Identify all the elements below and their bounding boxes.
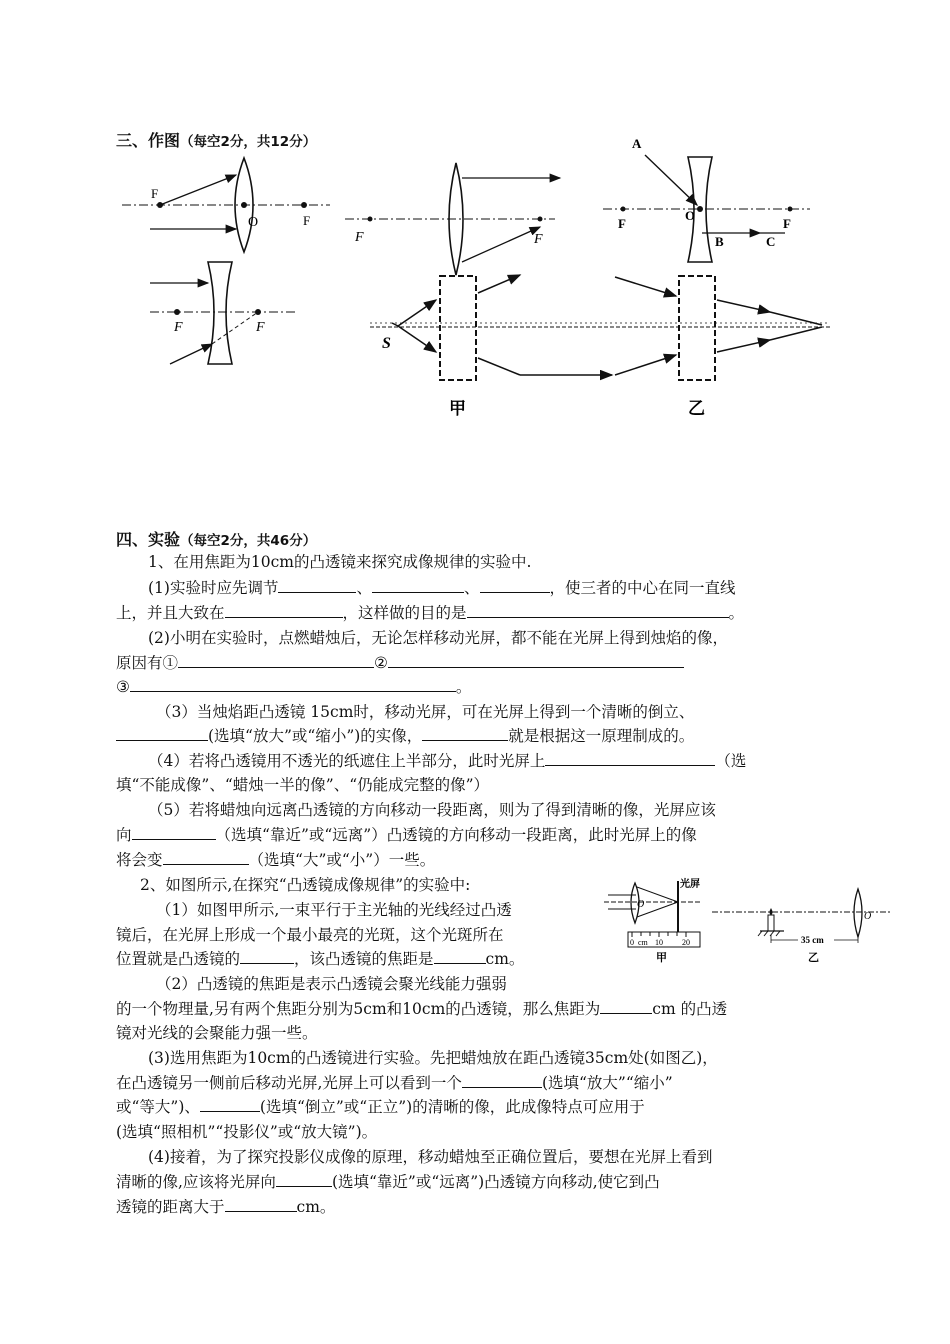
answer-blank[interactable] xyxy=(467,603,729,618)
distance-label: 35 cm xyxy=(801,935,824,945)
label-f: F xyxy=(303,213,311,228)
q2-figure-jia xyxy=(604,877,700,964)
answer-blank[interactable] xyxy=(278,578,356,593)
svg-text:cm: cm xyxy=(638,938,648,947)
q1-p5a: （5）若将蜡烛向远离凸透镜的方向移动一段距离，则为了得到清晰的像，光屏应该 xyxy=(148,801,716,819)
q1-p1a: (1)实验时应先调节 、 、 ，使三者的中心在同一直线 xyxy=(148,579,736,597)
answer-blank[interactable] xyxy=(178,653,374,668)
q2-p4c: 透镜的距离大于 cm。 xyxy=(116,1198,336,1216)
diagram-jia-box xyxy=(370,275,830,418)
answer-blank[interactable] xyxy=(240,949,294,964)
label-f: F xyxy=(534,232,543,247)
label-jia: 甲 xyxy=(656,952,667,964)
label-f: F xyxy=(256,320,265,335)
q1-p3a: （3）当烛焰距凸透镜 15cm时，移动光屏，可在光屏上得到一个清晰的倒立、 xyxy=(156,703,695,721)
section3-score-note: （每空2分，共12分） xyxy=(180,134,317,150)
answer-blank[interactable] xyxy=(600,999,652,1014)
label-jia: 甲 xyxy=(449,399,466,418)
q2-p2c: 镜对光线的会聚能力强一些。 xyxy=(116,1024,318,1042)
svg-text:20: 20 xyxy=(682,938,690,947)
q1-p4a: （4）若将凸透镜用不透光的纸遮住上半部分，此时光屏上 （选 xyxy=(148,752,747,770)
q2-p3c: 或“等大”)、 (选填“倒立”或“正立”)的清晰的像，此成像特点可应用于 xyxy=(116,1098,645,1116)
q1-p2c: ③ 。 xyxy=(116,678,472,696)
diagram-yi-box xyxy=(615,276,822,418)
label-o: O xyxy=(864,911,872,922)
answer-blank[interactable] xyxy=(163,850,249,865)
q2-p3b: 在凸透镜另一侧前后移动光屏,光屏上可以看到一个 (选填“放大”“缩小” xyxy=(116,1074,673,1092)
q1-p2a: (2)小明在实验时，点燃蜡烛后，无论怎样移动光屏，都不能在光屏上得到烛焰的像， xyxy=(148,629,728,647)
section4-title: 四、实验 xyxy=(116,530,181,549)
q2-p3d: (选填“照相机”“投影仪”或“放大镜”)。 xyxy=(116,1123,378,1141)
label-s: S xyxy=(382,335,391,352)
label-a: A xyxy=(632,136,642,151)
q2-p4b: 清晰的像,应该将光屏向 (选填“靠近”或“远离”)凸透镜方向移动,使它到凸 xyxy=(116,1173,660,1191)
answer-blank[interactable] xyxy=(480,578,550,593)
label-yi: 乙 xyxy=(688,399,705,418)
answer-blank[interactable] xyxy=(116,726,208,741)
q1-p4b: 填“不能成像”、“蜡烛一半的像”、“仍能成完整的像”） xyxy=(116,776,490,794)
answer-blank[interactable] xyxy=(130,677,456,692)
section4-score-note: （每空2分，共46分） xyxy=(180,533,317,549)
svg-text:0: 0 xyxy=(630,938,634,947)
answer-blank[interactable] xyxy=(372,578,464,593)
q2-intro: 2、如图所示,在探究“凸透镜成像规律”的实验中: xyxy=(140,876,471,894)
q2-p1b: 镜后，在光屏上形成一个最小最亮的光斑，这个光斑所在 xyxy=(116,926,504,944)
q1-p2b: 原因有① ② xyxy=(116,653,838,673)
section3-title: 三、作图 xyxy=(116,131,181,150)
label-f: F xyxy=(618,216,626,231)
q2-p4a: (4)接着，为了探究投影仪成像的原理，移动蜡烛至正确位置后，要想在光屏上看到 xyxy=(148,1148,713,1166)
answer-blank[interactable] xyxy=(276,1172,332,1187)
screen-label: 光屏 xyxy=(680,879,700,890)
label-o: O xyxy=(685,208,696,223)
q2-p1a: （1）如图甲所示,一束平行于主光轴的光线经过凸透 xyxy=(156,901,512,919)
q1-p1b: 上，并且大致在 ，这样做的目的是 。 xyxy=(116,604,745,622)
answer-blank[interactable] xyxy=(545,751,715,766)
q2-figure-yi xyxy=(712,889,890,964)
diagram-convex-lens-1 xyxy=(122,158,330,252)
label-f: F xyxy=(151,186,159,201)
answer-blank[interactable] xyxy=(462,1073,542,1088)
q1-p5b: 向 （选填“靠近”或“远离”）凸透镜的方向移动一段距离，此时光屏上的像 xyxy=(116,826,697,844)
answer-blank[interactable] xyxy=(225,1197,297,1212)
q2-p1c: 位置就是凸透镜的 ，该凸透镜的焦距是 cm。 xyxy=(116,950,525,968)
q1-intro: 1、在用焦距为10cm的凸透镜来探究成像规律的实验中. xyxy=(148,553,532,571)
answer-blank[interactable] xyxy=(422,726,508,741)
label-b: B xyxy=(715,234,724,249)
q2-p3a: (3)选用焦距为10cm的凸透镜进行实验。先把蜡烛放在距凸透镜35cm处(如图乙)， xyxy=(148,1049,718,1067)
answer-blank[interactable] xyxy=(225,603,343,618)
label-c: C xyxy=(766,234,776,249)
q2-figures xyxy=(600,875,890,975)
label-f: F xyxy=(783,216,791,231)
diagram-concave-lens-2 xyxy=(603,136,810,262)
answer-blank[interactable] xyxy=(388,653,684,668)
label-o: O xyxy=(637,899,645,910)
label-f: F xyxy=(355,230,364,245)
label-yi: 乙 xyxy=(808,952,819,964)
label-o: O xyxy=(248,215,259,230)
ray-diagrams xyxy=(0,0,950,430)
answer-blank[interactable] xyxy=(200,1097,260,1112)
answer-blank[interactable] xyxy=(132,825,216,840)
section4-heading xyxy=(116,527,316,550)
q1-p5c: 将会变 （选填“大”或“小”）一些。 xyxy=(116,851,436,869)
q1-p3b: (选填“放大”或“缩小”)的实像， 就是根据这一原理制成的。 xyxy=(116,726,838,746)
answer-blank[interactable] xyxy=(434,949,486,964)
diagram-concave-lens-1 xyxy=(150,262,295,364)
svg-text:10: 10 xyxy=(655,938,663,947)
diagram-convex-lens-2 xyxy=(345,163,560,275)
q2-p2a: （2）凸透镜的焦距是表示凸透镜会聚光线能力强弱 xyxy=(156,975,507,993)
label-f: F xyxy=(174,320,183,335)
q2-p2b: 的一个物理量,另有两个焦距分别为5cm和10cm的凸透镜，那么焦距为 cm 的凸透 xyxy=(116,1000,728,1018)
